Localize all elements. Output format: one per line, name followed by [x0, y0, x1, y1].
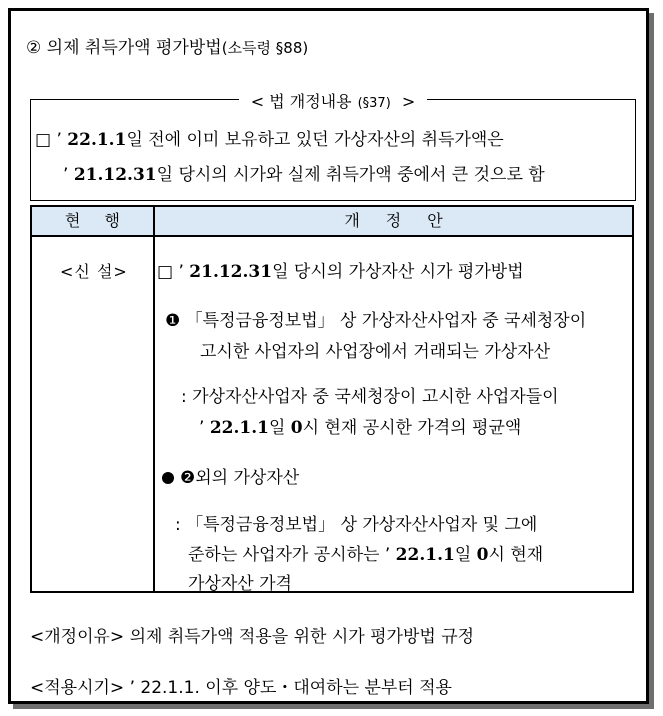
current-cell: <신 설>: [60, 262, 128, 281]
bullet-icon: [162, 472, 174, 484]
effective-date: <적용시기> ’ 22.1.1. 이후 양도・대여하는 분부터 적용: [30, 678, 452, 698]
summary-label: < 법 개정내용 (§37) >: [31, 89, 635, 112]
section-title: ② 의제 취득가액 평가방법(소득령 §88): [26, 38, 309, 58]
column-divider: [153, 207, 155, 591]
table-header: [32, 207, 632, 237]
revised-item-1-cont: 고시한 사업자의 사업장에서 거래되는 가상자산: [200, 342, 551, 362]
revised-item-1-detail: : 가상자산사업자 중 국세청장이 고시한 사업자들이: [181, 387, 559, 407]
revised-item-2-detail-end: 가상자산 가격: [188, 574, 292, 594]
revised-item-2-detail: : 「특정금융정보법」 상 가상자산사업자 및 그에: [175, 515, 538, 535]
revised-item-2: ❷외의 가상자산: [162, 463, 299, 488]
amendment-reason: <개정이유> 의제 취득가액 적용을 위한 시가 평가방법 규정: [30, 627, 475, 647]
revised-line-1: □ ’ 21.12.31일 당시의 가상자산 시가 평가방법: [157, 262, 524, 282]
header-revised: 개정안: [344, 211, 469, 230]
revised-item-1-detail-cont: ’ 22.1.1일 0시 현재 공시한 가격의 평균액: [199, 418, 522, 438]
comparison-table: [30, 205, 634, 593]
header-current: 현행: [65, 211, 144, 230]
revised-item-1: ❶ 「특정금융정보법」 상 가상자산사업자 중 국세청장이: [165, 311, 587, 331]
summary-line-1: □ ’ 22.1.1일 전에 이미 보유하고 있던 가상자산의 취득가액은: [35, 130, 504, 150]
amendment-summary-box: [30, 92, 636, 201]
summary-line-2: ’ 21.12.31일 당시의 시가와 실제 취득가액 중에서 큰 것으로 함: [63, 165, 545, 185]
revised-item-2-detail-cont: 준하는 사업자가 공시하는 ’ 22.1.1일 0시 현재: [188, 545, 544, 565]
